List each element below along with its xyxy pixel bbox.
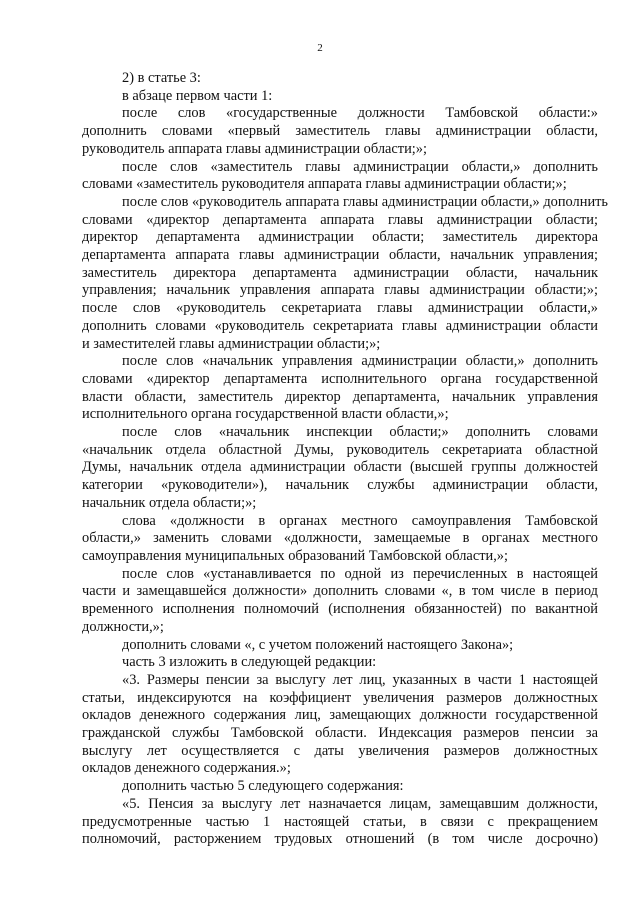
text-line: департамента аппарата главы администрации области, начальник управления;	[82, 247, 598, 264]
text-line: части и замещавшейся должности» дополнить словами «, в том числе в период	[82, 583, 598, 600]
document-body	[82, 70, 608, 849]
text-line: после слов «заместитель главы администрации области,» дополнить	[122, 158, 598, 175]
text-line: «5. Пенсия за выслугу лет назначается лицам, замещавшим должности,	[122, 795, 598, 812]
text-line: дополнить словами «первый заместитель главы администрации области,	[82, 123, 598, 140]
text-line: после слов «руководитель секретариата главы администрации области,»	[82, 300, 598, 317]
text-line: начальник отдела области;»;	[82, 494, 257, 511]
text-line: после слов «начальник управления администрации области,» дополнить	[122, 353, 598, 370]
paragraph-head-of-department	[82, 353, 598, 424]
text-line: словами «заместитель руководителя аппарата главы администрации области;»;	[82, 176, 567, 193]
text-line: управления; начальник управления аппарата главы администрации области;»;	[82, 282, 598, 299]
text-line: «начальник отдела областной Думы, руководитель секретариата областной	[82, 441, 598, 458]
text-line: области,» заменить словами «должности, замещаемые в органах местного	[82, 530, 598, 547]
text-line: директор департамента администрации области; заместитель директора	[82, 229, 598, 246]
text-line: после слов «начальник инспекции области;» дополнить словами	[122, 424, 598, 441]
paragraph-part-3-text	[82, 672, 598, 778]
text-line: слова «должности в органах местного самоуправления Тамбовской	[122, 512, 598, 529]
paragraph-state-positions	[82, 105, 598, 158]
text-line: выслугу лет осуществляется с даты увеличения размеров должностных	[82, 742, 598, 759]
paragraph-local-government	[82, 513, 598, 566]
text-line: окладов денежного содержания.»;	[82, 760, 291, 777]
text-line: 2) в статье 3:	[122, 70, 201, 86]
text-line: после слов «государственные должности Тамбовской области:»	[122, 105, 598, 122]
text-line: дополнить частью 5 следующего содержания:	[122, 778, 404, 795]
text-line: словами «директор департамента аппарата главы администрации области;	[82, 211, 598, 228]
text-line: заместитель директора департамента администрации области, начальник	[82, 264, 598, 281]
text-line: самоуправления муниципальных образований Тамбовской области,»;	[82, 547, 508, 564]
paragraph-part-5-text	[82, 796, 598, 849]
text-line: гражданской службы Тамбовской области. Индексация размеров пенсии за	[82, 725, 598, 742]
paragraph-law-provisions	[82, 637, 598, 655]
text-line: статьи, индексируются на коэффициент увеличения размеров должностных	[82, 689, 598, 706]
text-line: категории «руководители»), начальник службы администрации области,	[82, 477, 598, 494]
text-line: «3. Размеры пенсии за выслугу лет лиц, указанных в части 1 настоящей	[122, 671, 598, 688]
paragraph-head-of-office	[82, 193, 608, 353]
text-line: часть 3 изложить в следующей редакции:	[122, 654, 377, 671]
text-line: словами «директор департамента исполнительного органа государственной	[82, 370, 598, 387]
paragraph-deputy-head	[82, 159, 598, 194]
text-line: предусмотренные частью 1 настоящей статьи, в связи с прекращением	[82, 813, 598, 830]
text-line: должности,»;	[82, 618, 164, 635]
text-line: Думы, начальник отдела администрации области (высшей группы должностей	[82, 459, 598, 476]
paragraph-article-3	[82, 70, 598, 88]
page-number: 2	[317, 42, 323, 54]
text-line: полномочий, расторжением трудовых отношений (в том числе досрочно)	[82, 831, 598, 848]
text-line: окладов денежного содержания лиц, замещающих должности государственной	[82, 707, 598, 724]
paragraph-head-of-inspection	[82, 424, 598, 513]
text-line: дополнить словами «руководитель секретариата главы администрации области	[82, 317, 598, 334]
text-line: после слов «устанавливается по одной из перечисленных в настоящей	[122, 565, 598, 582]
paragraph-part-5-heading	[82, 778, 598, 796]
paragraph-part-3-heading	[82, 654, 598, 672]
text-line: исполнительного органа государственной власти области,»;	[82, 406, 449, 423]
text-line: и заместителей главы администрации области;»;	[82, 335, 381, 352]
text-line: временного исполнения полномочий (исполнения обязанностей) по вакантной	[82, 601, 598, 618]
paragraph-part-1-first-para	[82, 88, 598, 106]
text-line: в абзаце первом части 1:	[122, 87, 273, 104]
text-line: власти области, заместитель директор департамента, начальник управления	[82, 388, 598, 405]
text-line: руководитель аппарата главы администрации области;»;	[82, 140, 427, 157]
text-line: дополнить словами «, с учетом положений настоящего Закона»;	[122, 636, 514, 653]
text-line: после слов «руководитель аппарата главы администрации области,» дополнить	[122, 193, 608, 210]
paragraph-temporary-duties	[82, 566, 598, 637]
